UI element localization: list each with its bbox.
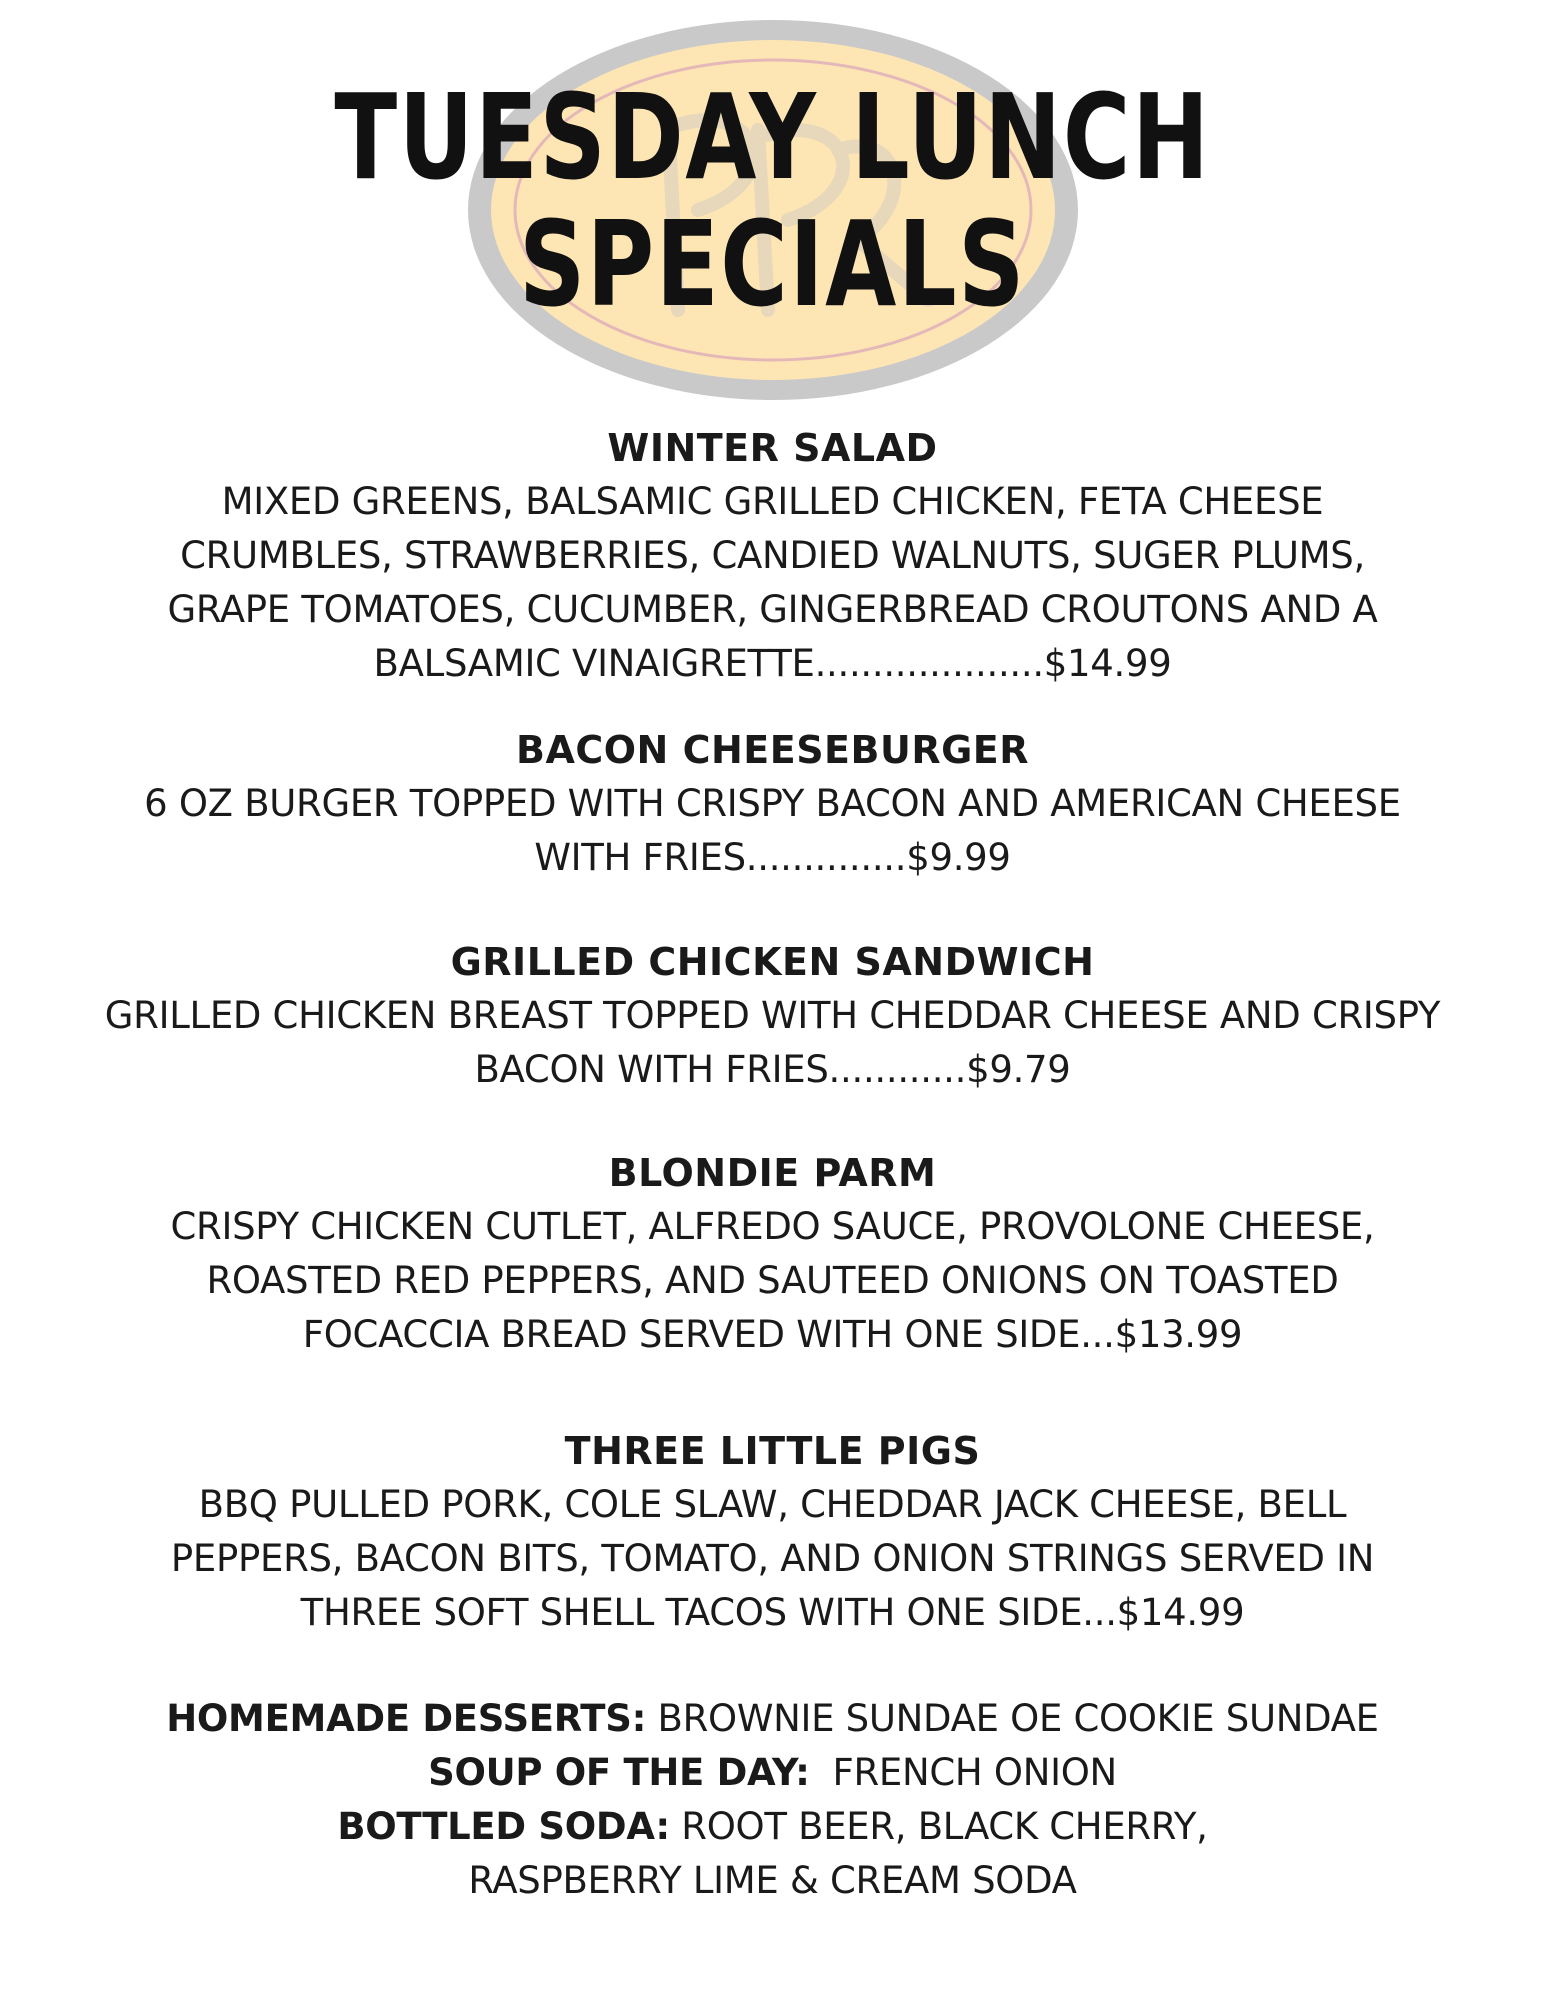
item-description-line: CRUMBLES, STRAWBERRIES, CANDIED WALNUTS, SUGER PLUMS, <box>180 534 1365 577</box>
item-description-line: GRILLED CHICKEN BREAST TOPPED WITH CHEDDAR CHEESE AND CRISPY <box>104 994 1441 1037</box>
item-description <box>60 1200 1485 1362</box>
item-name: BLONDIE PARM <box>608 1151 937 1195</box>
item-description <box>60 777 1485 885</box>
desserts-value: BROWNIE SUNDAE OE COOKIE SUNDAE <box>646 1697 1379 1740</box>
item-name: WINTER SALAD <box>607 426 938 470</box>
item-name: GRILLED CHICKEN SANDWICH <box>450 940 1095 984</box>
soup-label: SOUP OF THE DAY: <box>428 1751 810 1794</box>
soda-line-2: RASPBERRY LIME & CREAM SODA <box>468 1859 1077 1902</box>
item-name: THREE LITTLE PIGS <box>564 1429 981 1473</box>
soda-line <box>60 1800 1485 1854</box>
menu-item-blondie-parm <box>60 1146 1485 1362</box>
menu-item-winter-salad <box>60 421 1485 691</box>
item-description <box>60 1478 1485 1640</box>
item-description-line: GRAPE TOMATOES, CUCUMBER, GINGERBREAD CROUTONS AND A <box>167 588 1378 631</box>
soup-value: FRENCH ONION <box>809 1751 1117 1794</box>
item-description-line: BBQ PULLED PORK, COLE SLAW, CHEDDAR JACK CHEESE, BELL <box>198 1483 1347 1526</box>
item-description-line: PEPPERS, BACON BITS, TOMATO, AND ONION STRINGS SERVED IN <box>170 1537 1375 1580</box>
menu-header <box>0 0 1545 420</box>
desserts-line <box>60 1692 1485 1746</box>
menu-item-bacon-cheeseburger <box>60 723 1485 885</box>
item-description-line: CRISPY CHICKEN CUTLET, ALFREDO SAUCE, PROVOLONE CHEESE, <box>170 1205 1375 1248</box>
item-description-line: THREE SOFT SHELL TACOS WITH ONE SIDE...$14.99 <box>300 1591 1245 1634</box>
desserts-label: HOMEMADE DESSERTS: <box>166 1697 647 1740</box>
item-description-line: MIXED GREENS, BALSAMIC GRILLED CHICKEN, FETA CHEESE <box>221 480 1324 523</box>
page-title-line-2: SPECIALS <box>518 195 1027 333</box>
soup-line <box>60 1746 1485 1800</box>
soda-value: ROOT BEER, BLACK CHERRY, <box>669 1805 1208 1848</box>
menu-item-three-little-pigs <box>60 1424 1485 1640</box>
item-description <box>60 475 1485 691</box>
item-description-line: ROASTED RED PEPPERS, AND SAUTEED ONIONS ON TOASTED <box>206 1259 1339 1302</box>
menu-item-grilled-chicken-sandwich <box>60 935 1485 1097</box>
item-description-line: WITH FRIES..............$9.99 <box>534 836 1011 879</box>
item-description-line: 6 OZ BURGER TOPPED WITH CRISPY BACON AND AMERICAN CHEESE <box>144 782 1401 825</box>
extras-section <box>60 1692 1485 1908</box>
item-description-line: BACON WITH FRIES............$9.79 <box>474 1048 1071 1091</box>
item-description <box>60 989 1485 1097</box>
soda-label: BOTTLED SODA: <box>337 1805 670 1848</box>
page-title-line-1: TUESDAY LUNCH <box>334 68 1211 206</box>
item-description-line: BALSAMIC VINAIGRETTE....................$14.99 <box>373 642 1172 685</box>
item-description-line: FOCACCIA BREAD SERVED WITH ONE SIDE...$13.99 <box>302 1313 1243 1356</box>
item-name: BACON CHEESEBURGER <box>515 728 1030 772</box>
